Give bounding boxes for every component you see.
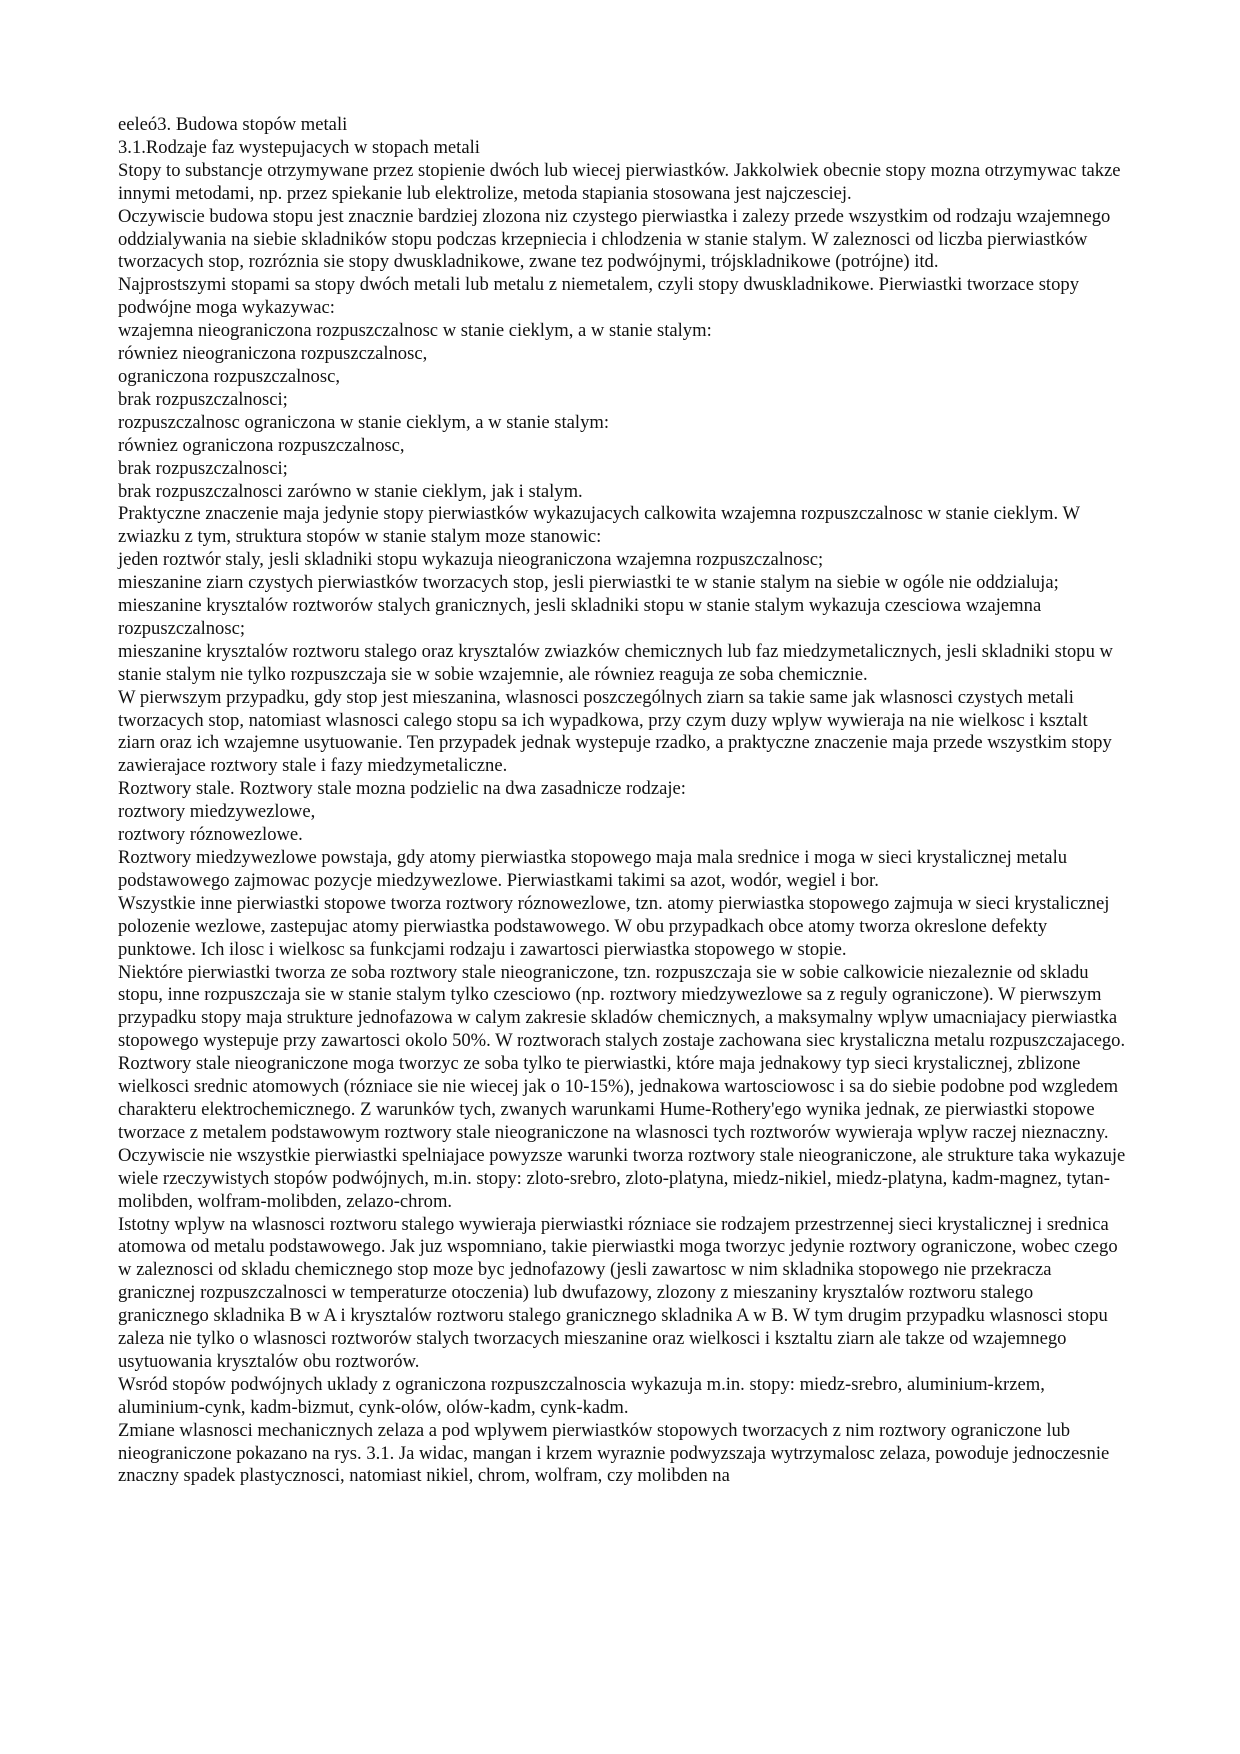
paragraph: Wszystkie inne pierwiastki stopowe tworza roztwory róznowezlowe, tzn. atomy pierwiastka stopowego zajmuja w sieci krystalicznej polozenie wezlowe, zastepujac atomy pierwiastka podstawowego. W obu przypadkach obce atomy tworza okreslone defekty punktowe. Ich ilosc i wielkosc sa funkcjami rodzaju i zawartosci pierwiastka stopowego w stopie.: [118, 892, 1110, 960]
list-item: roztwory miedzywezlowe,: [118, 801, 316, 823]
document-page: [118, 114, 1128, 1488]
paragraph: Roztwory miedzywezlowe powstaja, gdy atomy pierwiastka stopowego maja mala srednice i moga w sieci krystalicznej metalu podstawowego zajmowac pozycje miedzywezlowe. Pierwiastkami takimi sa azot, wodór, wegiel i bor.: [118, 847, 1068, 891]
paragraph: Roztwory stale nieograniczone moga tworzyc ze soba tylko te pierwiastki, które maja jednakowy typ sieci krystalicznej, zblizone wielkosci srednic atomowych (rózniace sie nie wiecej jak o 10-15%), jednakowa wartosciowosc i sa do siebie podobne pod wzgledem charakteru elektrochemicznego. Z warunków tych, zwanych warunkami Hume-Rothery'ego wynika jednak, ze pierwiastki stopowe tworzace z metalem podstawowym roztwory stale nieograniczone na wlasnosci tych roztworów wywieraja wplyw raczej nieznaczny.: [118, 1053, 1119, 1143]
list-item: roztwory róznowezlowe.: [118, 824, 303, 846]
list-item: brak rozpuszczalnosci;: [118, 457, 288, 479]
paragraph: Praktyczne znaczenie maja jedynie stopy pierwiastków wykazujacych calkowita wzajemna rozpuszczalnosc w stanie cieklym. W zwiazku z tym, struktura stopów w stanie stalym moze stanowic:: [118, 503, 1080, 548]
list-item: wzajemna nieograniczona rozpuszczalnosc w stanie cieklym, a w stanie stalym:: [118, 320, 712, 342]
list-item: mieszanine krysztalów roztworów stalych granicznych, jesli skladniki stopu w stanie stalym wykazuja czesciowa wzajemna rozpuszczalnosc;: [118, 595, 1042, 639]
list-item: brak rozpuszczalnosci zarówno w stanie cieklym, jak i stalym.: [118, 480, 583, 502]
paragraph: Istotny wplyw na wlasnosci roztworu stalego wywieraja pierwiastki rózniace sie rodzajem przestrzennej sieci krystalicznej i srednica atomowa od metalu podstawowego. Jak juz wspomniano, takie pierwiastki moga tworzyc jedynie roztwory ograniczone, wobec czego w zaleznosci od skladu chemicznego stop moze byc jednofazowy (jesli zawartosc w nim skladnika stopowego nie przekracza granicznej rozpuszczalnosci w temperaturze otoczenia) lub dwufazowy, zlozony z mieszaniny krysztalów roztworu stalego granicznego skladnika B w A i krysztalów roztworu stalego granicznego skladnika A w B. W tym drugim przypadku wlasnosci stopu zaleza nie tylko o wlasnosci roztworów stalych tworzacych mieszanine oraz wielkosci i ksztaltu ziarn ale takze od wzajemnego usytuowania krysztalów obu roztworów.: [118, 1213, 1118, 1372]
list-item: równiez nieograniczona rozpuszczalnosc,: [118, 343, 428, 365]
paragraph: Roztwory stale. Roztwory stale mozna podzielic na dwa zasadnicze rodzaje:: [118, 778, 686, 800]
paragraph: Oczywiscie budowa stopu jest znacznie bardziej zlozona niz czystego pierwiastka i zalezy przede wszystkim od rodzaju wzajemnego oddzialywania na siebie skladników stopu podczas krzepniecia i chlodzenia w stanie stalym. W zaleznosci od liczba pierwiastków tworzacych stop, rozróznia sie stopy dwuskladnikowe, zwane tez podwójnymi, trójskladnikowe (potrójne) itd.: [118, 205, 1111, 273]
list-item: brak rozpuszczalnosci;: [118, 388, 288, 410]
list-item: rozpuszczalnosc ograniczona w stanie cieklym, a w stanie stalym:: [118, 411, 610, 433]
list-item: równiez ograniczona rozpuszczalnosc,: [118, 434, 405, 456]
paragraph: Oczywiscie nie wszystkie pierwiastki spelniajace powyzsze warunki tworza roztwory stale nieograniczone, ale strukture taka wykazuje wiele rzeczywistych stopów podwójnych, m.in. stopy: zloto-srebro, zloto-platyna, miedz-nikiel, miedz-platyna, kadm-magnez, tytan-molibden, wolfram-molibden, zelazo-chrom.: [118, 1144, 1126, 1212]
document-title: eeleó3. Budowa stopów metali: [118, 114, 348, 135]
paragraph: Stopy to substancje otrzymywane przez stopienie dwóch lub wiecej pierwiastków. Jakkolwiek obecnie stopy mozna otrzymywac takze innymi metodami, np. przez spiekanie lub elektrolize, metoda stapiania stosowana jest najczesciej.: [118, 159, 1121, 204]
paragraph: W pierwszym przypadku, gdy stop jest mieszanina, wlasnosci poszczególnych ziarn sa takie same jak wlasnosci czystych metali tworzacych stop, natomiast wlasnosci calego stopu sa ich wypadkowa, przy czym duzy wplyw wywieraja na nie wielkosc i ksztalt ziarn oraz ich wzajemne usytuowanie. Ten przypadek jednak wystepuje rzadko, a praktyczne znaczenie maja przede wszystkim stopy zawierajace roztwory stale i fazy miedzymetaliczne.: [118, 686, 1112, 777]
list-item: jeden roztwór staly, jesli skladniki stopu wykazuja nieograniczona wzajemna rozpuszczalnosc;: [118, 549, 824, 571]
list-item: ograniczona rozpuszczalnosc,: [118, 365, 340, 387]
list-item: mieszanine krysztalów roztworu stalego oraz krysztalów zwiazków chemicznych lub faz miedzymetalicznych, jesli skladniki stopu w stanie stalym nie tylko rozpuszczaja sie w sobie wzajemnie, ale równiez reaguja ze soba chemicznie.: [118, 640, 1113, 685]
section-heading: 3.1.Rodzaje faz wystepujacych w stopach metali: [118, 136, 480, 158]
list-item: mieszanine ziarn czystych pierwiastków tworzacych stop, jesli pierwiastki te w stanie stalym na siebie w ogóle nie oddzialuja;: [118, 572, 1059, 594]
paragraph: Zmiane wlasnosci mechanicznych zelaza a pod wplywem pierwiastków stopowych tworzacych z nim roztwory ograniczone lub nieograniczone pokazano na rys. 3.1. Ja widac, mangan i krzem wyraznie podwyzszaja wytrzymalosc zelaza, powoduje jednoczesnie znaczny spadek plastycznosci, natomiast nikiel, chrom, wolfram, czy molibden na: [118, 1419, 1110, 1487]
paragraph: Wsród stopów podwójnych uklady z ograniczona rozpuszczalnoscia wykazuja m.in. stopy: miedz-srebro, aluminium-krzem, aluminium-cynk, kadm-bizmut, cynk-olów, olów-kadm, cynk-kadm.: [118, 1373, 1045, 1418]
paragraph: Najprostszymi stopami sa stopy dwóch metali lub metalu z niemetalem, czyli stopy dwuskladnikowe. Pierwiastki tworzace stopy podwójne moga wykazywac:: [118, 274, 1079, 319]
paragraph: Niektóre pierwiastki tworza ze soba roztwory stale nieograniczone, tzn. rozpuszczaja sie w sobie calkowicie niezaleznie od skladu stopu, inne rozpuszczaja sie w stanie stalym tylko czesciowo (np. roztwory miedzywezlowe sa z reguly ograniczone). W pierwszym przypadku stopy maja strukture jednofazowa w calym zakresie skladów chemicznych, a maksymalny wplyw umacniajacy pierwiastka stopowego wystepuje przy zawartosci okolo 50%. W roztworach stalych zostaje zachowana siec krystaliczna metalu rozpuszczajacego.: [118, 961, 1126, 1052]
